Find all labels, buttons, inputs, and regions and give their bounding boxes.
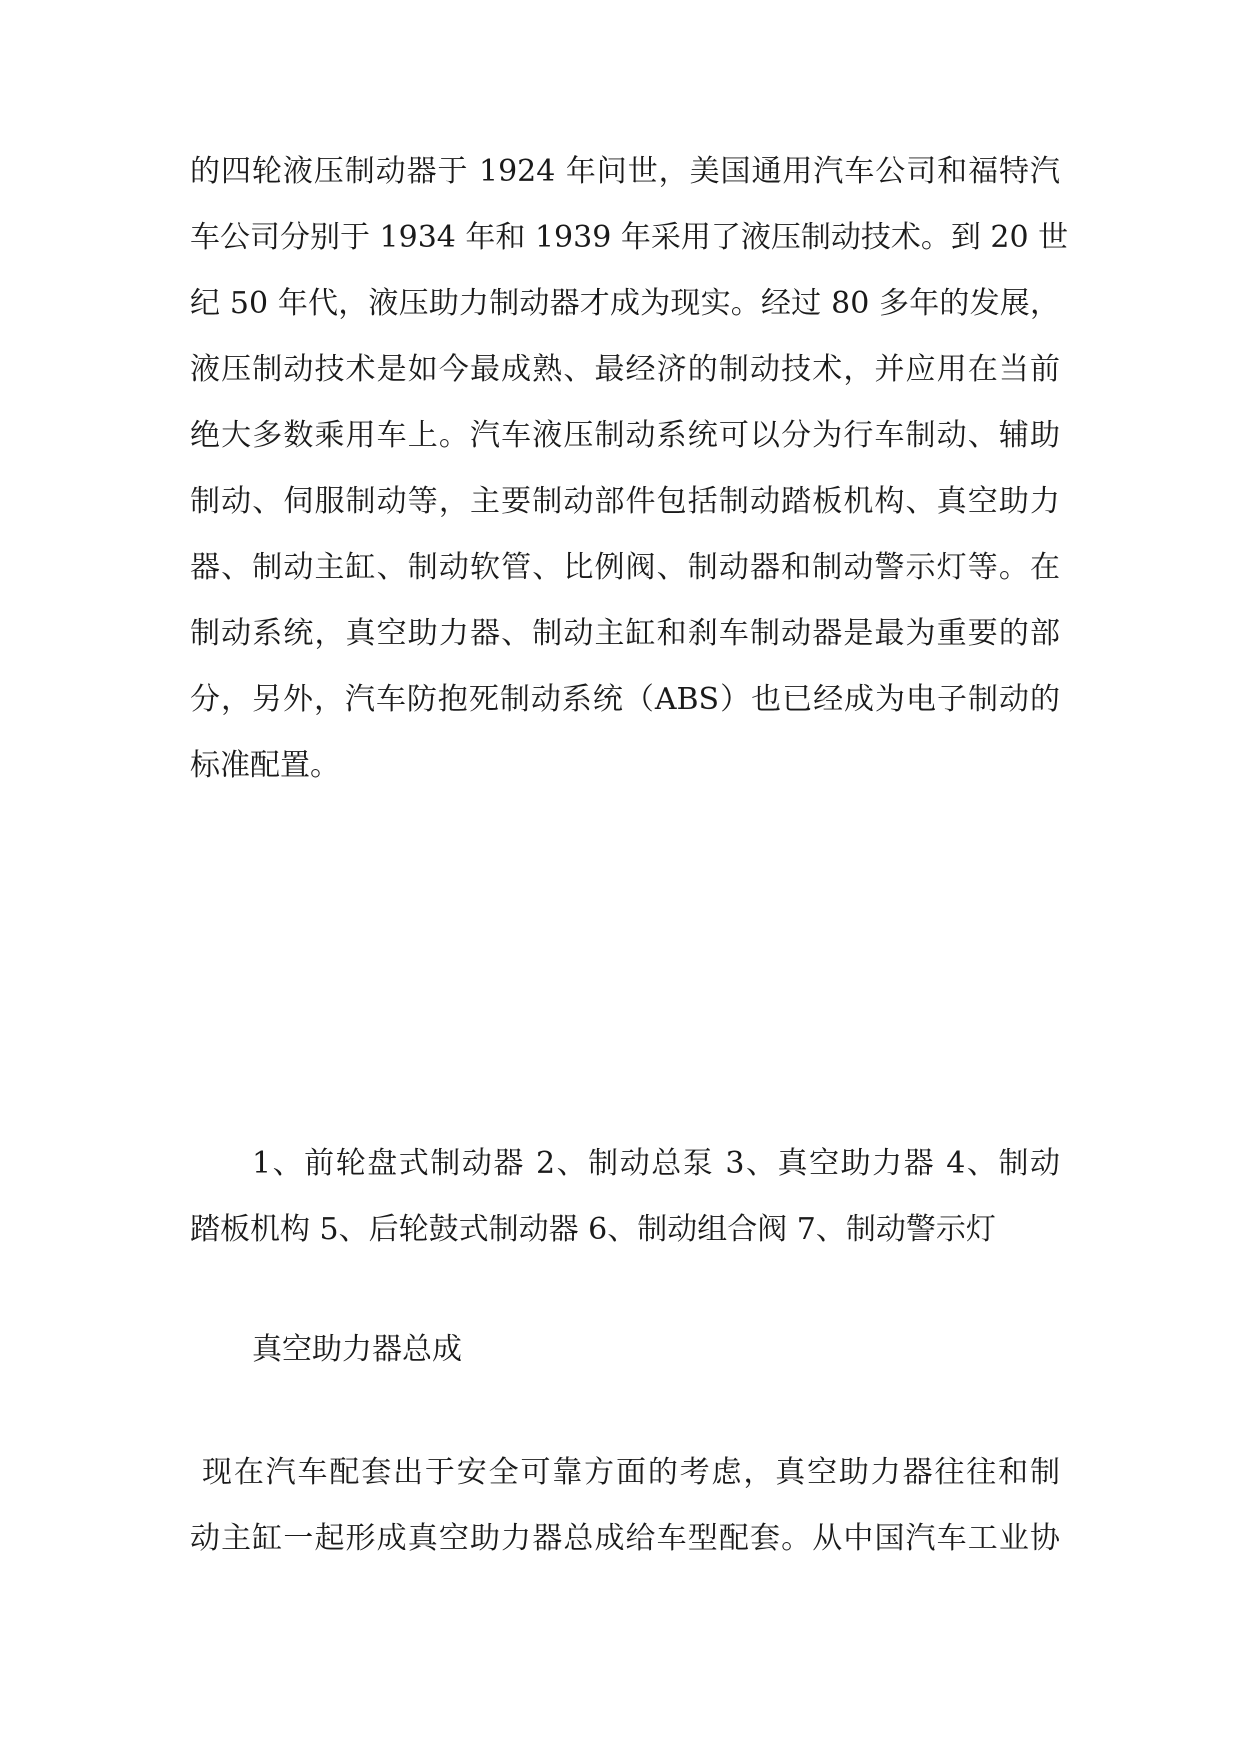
paragraph-booster-assembly bbox=[190, 1440, 1060, 1572]
legend-line: 1、前轮盘式制动器 2、制动总泵 3、真空助力器 4、制动 bbox=[252, 1146, 1060, 1181]
paragraph-hydraulic-brake-history bbox=[190, 139, 1069, 799]
legend-line: 踏板机构 5、后轮鼓式制动器 6、制动组合阀 7、制动警示灯 bbox=[190, 1212, 996, 1247]
text-line: 车公司分别于 1934 年和 1939 年采用了液压制动技术。到 20 世 bbox=[190, 220, 1069, 255]
section-heading bbox=[190, 1317, 1060, 1383]
text-line: 标准配置。 bbox=[190, 748, 340, 783]
heading-text: 真空助力器总成 bbox=[252, 1332, 462, 1367]
text-line: 的四轮液压制动器于 1924 年问世，美国通用汽车公司和福特汽 bbox=[190, 154, 1060, 189]
text-line: 制动、伺服制动等，主要制动部件包括制动踏板机构、真空助力 bbox=[190, 484, 1060, 519]
figure-legend bbox=[190, 1131, 1060, 1263]
text-line: 液压制动技术是如今最成熟、最经济的制动技术，并应用在当前 bbox=[190, 352, 1060, 387]
text-line: 现在汽车配套出于安全可靠方面的考虑，真空助力器往往和制 bbox=[202, 1455, 1060, 1490]
text-line: 纪 50 年代，液压助力制动器才成为现实。经过 80 多年的发展， bbox=[190, 286, 1060, 321]
text-line: 器、制动主缸、制动软管、比例阀、制动器和制动警示灯等。在 bbox=[190, 550, 1060, 585]
text-line: 分，另外，汽车防抱死制动系统（ABS）也已经成为电子制动的 bbox=[190, 682, 1060, 717]
text-line: 绝大多数乘用车上。汽车液压制动系统可以分为行车制动、辅助 bbox=[190, 418, 1060, 453]
text-line: 制动系统，真空助力器、制动主缸和刹车制动器是最为重要的部 bbox=[190, 616, 1060, 651]
text-line: 动主缸一起形成真空助力器总成给车型配套。从中国汽车工业协 bbox=[190, 1521, 1060, 1556]
